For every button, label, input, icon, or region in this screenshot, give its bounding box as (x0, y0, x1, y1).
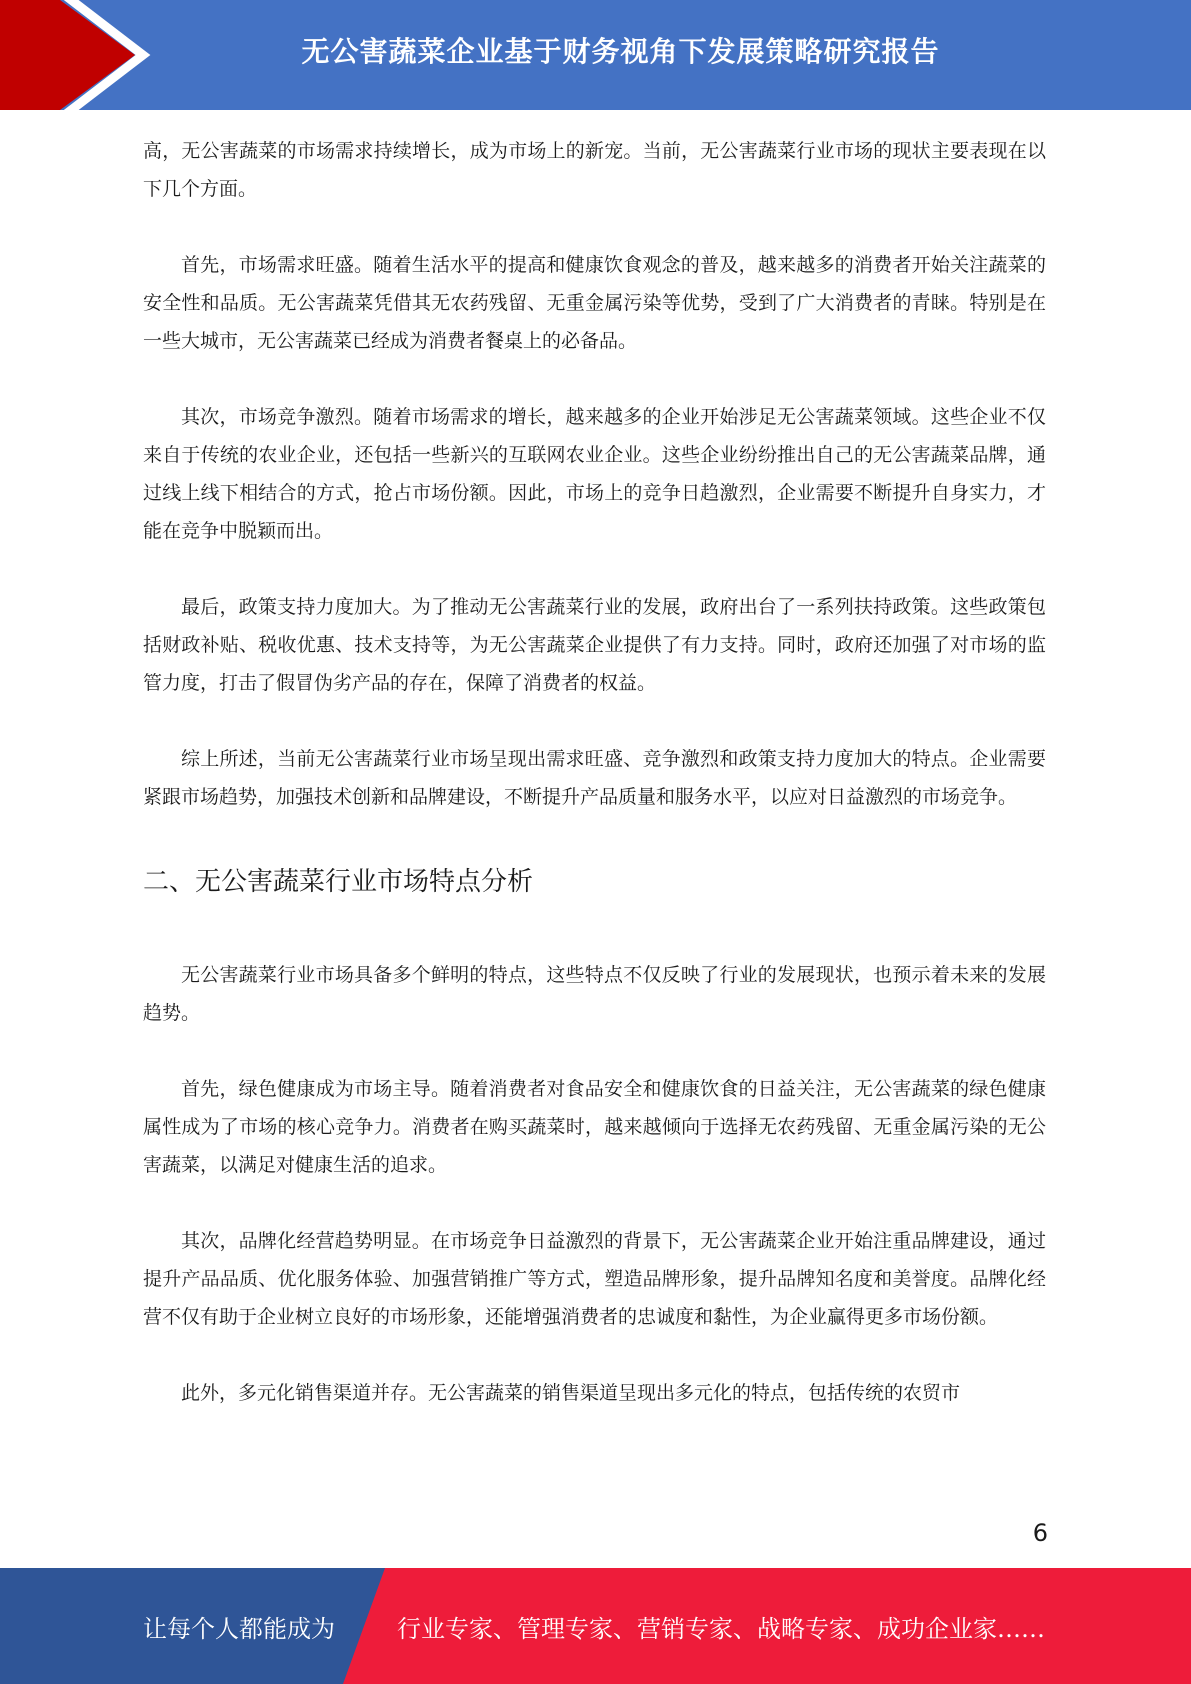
body-paragraph: 其次，市场竞争激烈。随着市场需求的增长，越来越多的企业开始涉足无公害蔬菜领域。这些企业不仅来自于传统的农业企业，还包括一些新兴的互联网农业企业。这些企业纷纷推出自己的无公害蔬菜品牌，通过线上线下相结合的方式，抢占市场份额。因此，市场上的竞争日趋激烈，企业需要不断提升自身实力，才能在竞争中脱颖而出。 (143, 406, 1046, 542)
paragraph-spacer (143, 1336, 1046, 1374)
document-body (143, 132, 1046, 1412)
paragraph-spacer (143, 360, 1046, 398)
body-paragraph: 首先，市场需求旺盛。随着生活水平的提高和健康饮食观念的普及，越来越多的消费者开始关注蔬菜的安全性和品质。无公害蔬菜凭借其无农药残留、无重金属污染等优势，受到了广大消费者的青睐。特别是在一些大城市，无公害蔬菜已经成为消费者餐桌上的必备品。 (143, 254, 1046, 352)
chevron-arrow-icon (0, 0, 160, 110)
body-paragraph: 高，无公害蔬菜的市场需求持续增长，成为市场上的新宠。当前，无公害蔬菜行业市场的现状主要表现在以下几个方面。 (143, 140, 1046, 200)
paragraph-spacer (143, 816, 1046, 862)
paragraph-spacer (143, 550, 1046, 588)
paragraph-spacer (143, 702, 1046, 740)
footer-slogan-left: 让每个人都能成为 (143, 1614, 335, 1643)
header-band (0, 0, 1191, 110)
document-title: 无公害蔬菜企业基于财务视角下发展策略研究报告 (301, 35, 940, 68)
paragraph-spacer (143, 1184, 1046, 1222)
paragraph-spacer (143, 208, 1046, 246)
footer-slogan-right: 行业专家、管理专家、营销专家、战略专家、成功企业家…… (397, 1614, 1045, 1643)
section-heading: 二、无公害蔬菜行业市场特点分析 (143, 867, 534, 897)
footer-band (0, 1568, 1191, 1684)
body-paragraph: 无公害蔬菜行业市场具备多个鲜明的特点，这些特点不仅反映了行业的发展现状，也预示着未来的发展趋势。 (143, 964, 1046, 1024)
paragraph-spacer (143, 1032, 1046, 1070)
paragraph-spacer (143, 902, 1046, 956)
body-paragraph: 此外，多元化销售渠道并存。无公害蔬菜的销售渠道呈现出多元化的特点，包括传统的农贸市 (181, 1382, 961, 1404)
body-paragraph: 最后，政策支持力度加大。为了推动无公害蔬菜行业的发展，政府出台了一系列扶持政策。这些政策包括财政补贴、税收优惠、技术支持等，为无公害蔬菜企业提供了有力支持。同时，政府还加强了对市场的监管力度，打击了假冒伪劣产品的存在，保障了消费者的权益。 (143, 596, 1046, 694)
body-paragraph: 综上所述，当前无公害蔬菜行业市场呈现出需求旺盛、竞争激烈和政策支持力度加大的特点。企业需要紧跟市场趋势，加强技术创新和品牌建设，不断提升产品质量和服务水平，以应对日益激烈的市场竞争。 (143, 748, 1046, 808)
page-number: 6 (1032, 1519, 1048, 1547)
body-paragraph: 其次，品牌化经营趋势明显。在市场竞争日益激烈的背景下，无公害蔬菜企业开始注重品牌建设，通过提升产品品质、优化服务体验、加强营销推广等方式，塑造品牌形象，提升品牌知名度和美誉度。品牌化经营不仅有助于企业树立良好的市场形象，还能增强消费者的忠诚度和黏性，为企业赢得更多市场份额。 (143, 1230, 1046, 1328)
body-paragraph: 首先，绿色健康成为市场主导。随着消费者对食品安全和健康饮食的日益关注，无公害蔬菜的绿色健康属性成为了市场的核心竞争力。消费者在购买蔬菜时，越来越倾向于选择无农药残留、无重金属污染的无公害蔬菜，以满足对健康生活的追求。 (143, 1078, 1046, 1176)
